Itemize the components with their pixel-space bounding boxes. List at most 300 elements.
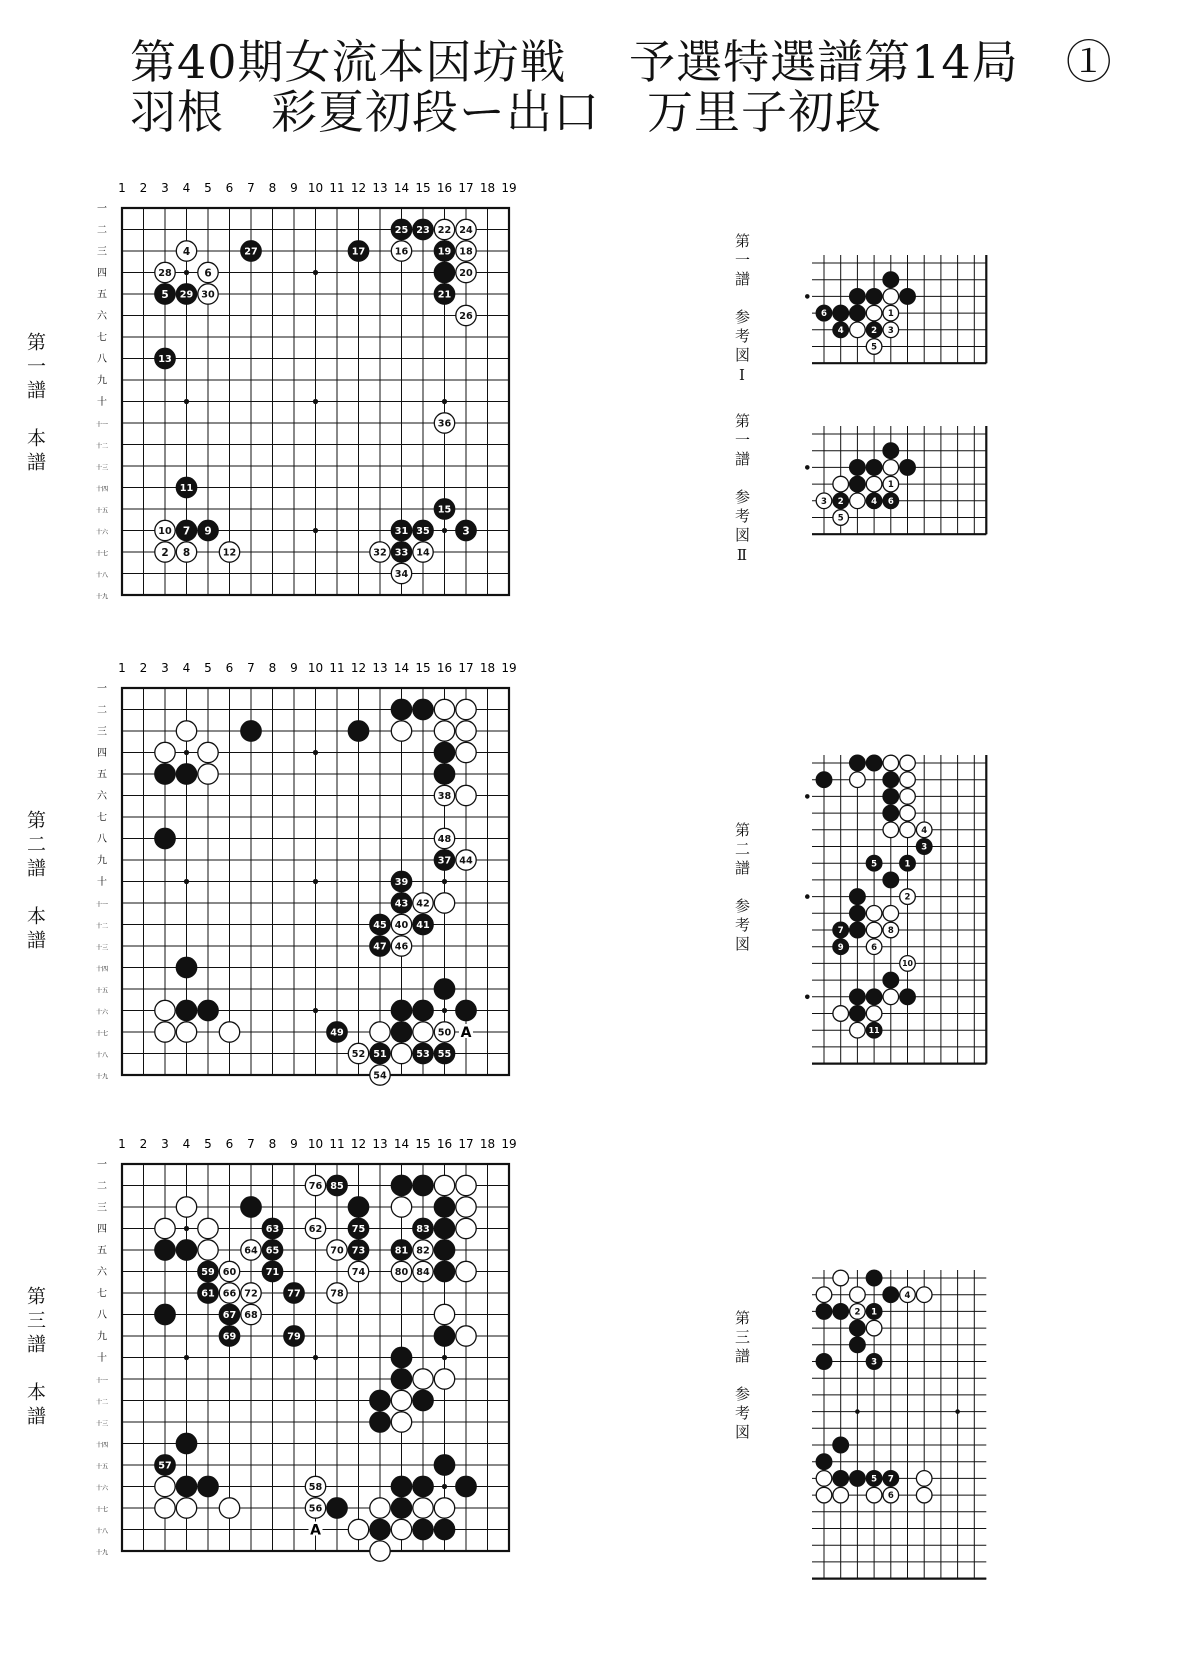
white-stone (883, 460, 899, 476)
move-number: 1 (887, 309, 894, 320)
column-label: 15 (415, 1137, 431, 1151)
move-number: 19 (437, 246, 452, 258)
black-stone (850, 755, 866, 771)
move-number: 3 (887, 325, 894, 336)
white-stone (456, 241, 476, 261)
white-stone (916, 1471, 932, 1487)
white-stone (866, 939, 882, 955)
white-stone (456, 721, 476, 741)
board-diagram-3 (90, 1136, 650, 1571)
column-label: 3 (161, 661, 169, 675)
black-stone (456, 1000, 476, 1020)
row-label: 五 (97, 289, 107, 301)
column-label: 2 (139, 1137, 148, 1151)
black-stone (262, 1218, 282, 1238)
star-point (184, 750, 189, 755)
move-number: 67 (222, 1309, 237, 1321)
white-stone (456, 850, 476, 870)
white-stone (241, 1240, 261, 1260)
black-stone (262, 1240, 282, 1260)
move-number: 59 (201, 1266, 215, 1278)
black-stone (327, 1498, 347, 1518)
move-number: 5 (871, 859, 878, 870)
white-stone (198, 764, 218, 784)
star-point (184, 270, 189, 275)
white-stone (176, 241, 196, 261)
move-number: 4 (871, 496, 878, 507)
white-stone (883, 322, 899, 338)
row-label: 十一 (95, 421, 109, 429)
black-stone (348, 241, 368, 261)
move-number: 81 (394, 1245, 409, 1257)
white-stone (434, 1498, 454, 1518)
black-stone (883, 443, 899, 459)
column-label: 11 (329, 661, 345, 675)
star-point (442, 399, 447, 404)
white-stone (456, 219, 476, 239)
star-point (313, 1355, 318, 1360)
move-number: 58 (308, 1481, 323, 1493)
white-stone (900, 956, 916, 972)
column-label: 16 (436, 661, 453, 675)
white-stone (391, 1412, 411, 1432)
move-number: 9 (204, 525, 212, 538)
board-1-label: 第一譜 本譜 (24, 332, 46, 476)
white-stone (413, 542, 433, 562)
white-stone (456, 262, 476, 282)
black-stone (456, 520, 476, 540)
white-stone (434, 219, 454, 239)
black-stone (219, 1326, 239, 1346)
row-label: 一 (97, 203, 107, 215)
star-point (313, 528, 318, 533)
row-label: 六 (97, 1267, 107, 1278)
column-label: 10 (307, 1137, 324, 1151)
black-stone (413, 520, 433, 540)
black-stone (850, 289, 866, 305)
move-number: 4 (837, 325, 844, 336)
point-mark: A (310, 1522, 321, 1539)
black-stone (866, 989, 882, 1005)
black-stone (391, 699, 411, 719)
black-stone (348, 1197, 368, 1217)
black-stone (883, 493, 899, 509)
column-label: 3 (161, 1137, 169, 1151)
black-stone (850, 1320, 866, 1336)
black-stone (155, 284, 175, 304)
white-stone (916, 1487, 932, 1503)
white-stone (883, 822, 899, 838)
column-label: 8 (268, 1137, 277, 1151)
row-label: 十一 (95, 901, 109, 909)
white-stone (850, 1287, 866, 1303)
column-label: 17 (458, 181, 474, 195)
white-stone (883, 476, 899, 492)
white-stone (833, 510, 849, 526)
black-stone (883, 1287, 899, 1303)
move-number: 85 (330, 1180, 344, 1192)
white-stone (883, 989, 899, 1005)
black-stone (155, 1455, 175, 1475)
row-label: 十五 (95, 987, 109, 995)
star-point (313, 750, 318, 755)
black-stone (866, 1022, 882, 1038)
star-point (442, 528, 447, 533)
row-label: 四 (97, 748, 107, 759)
white-stone (434, 721, 454, 741)
move-number: 56 (308, 1503, 323, 1515)
column-label: 18 (479, 661, 496, 675)
white-stone (176, 1197, 196, 1217)
column-label: 1 (118, 181, 126, 195)
black-stone (866, 1354, 882, 1370)
move-number: 5 (871, 1474, 878, 1485)
row-label: 十五 (95, 1463, 109, 1471)
white-stone (816, 1287, 832, 1303)
row-label: 三 (97, 1202, 107, 1214)
move-number: 5 (837, 513, 844, 524)
black-stone (198, 1000, 218, 1020)
move-number: 53 (416, 1048, 430, 1060)
move-number: 22 (437, 224, 452, 236)
white-stone (833, 476, 849, 492)
row-label: 四 (97, 1224, 107, 1235)
black-stone (866, 755, 882, 771)
black-stone (434, 262, 454, 282)
black-stone (413, 1519, 433, 1539)
star-point (184, 1355, 189, 1360)
white-stone (391, 1197, 411, 1217)
row-label: 十六 (95, 1485, 109, 1492)
black-stone (327, 1022, 347, 1042)
black-stone (434, 1043, 454, 1063)
sub-diagram-4-label: 第三譜 参考図 (733, 1310, 751, 1443)
white-stone (348, 1519, 368, 1539)
white-stone (413, 1240, 433, 1260)
row-label: 九 (97, 375, 107, 387)
black-stone (391, 219, 411, 239)
row-label: 二 (97, 1181, 107, 1192)
white-stone (816, 493, 832, 509)
black-stone (176, 764, 196, 784)
column-label: 10 (307, 661, 324, 675)
move-number: 77 (287, 1288, 301, 1300)
black-stone (883, 1471, 899, 1487)
move-number: 17 (351, 246, 366, 258)
black-stone (833, 1471, 849, 1487)
row-label: 十七 (95, 1506, 109, 1514)
column-label: 8 (268, 181, 277, 195)
move-number: 18 (459, 246, 473, 258)
move-number: 6 (204, 267, 212, 280)
black-stone (198, 1476, 218, 1496)
move-number: 42 (416, 898, 430, 910)
white-stone (198, 1218, 218, 1238)
column-label: 13 (372, 661, 388, 675)
white-stone (391, 936, 411, 956)
black-stone (176, 1000, 196, 1020)
row-label: 九 (97, 1331, 107, 1343)
row-label: 十八 (95, 1528, 109, 1535)
star-point (442, 1008, 447, 1013)
column-label: 6 (225, 1137, 234, 1151)
star-point (313, 879, 318, 884)
row-label: 七 (97, 812, 107, 824)
move-number: 3 (821, 496, 827, 507)
move-number: 27 (244, 246, 258, 258)
black-stone (883, 272, 899, 288)
white-stone (176, 1022, 196, 1042)
move-number: 78 (330, 1288, 344, 1300)
white-stone (391, 563, 411, 583)
white-stone (305, 1175, 325, 1195)
move-number: 73 (351, 1245, 366, 1257)
black-stone (833, 939, 849, 955)
move-number: 4 (904, 1290, 911, 1301)
black-stone (816, 772, 832, 788)
move-number: 40 (394, 919, 409, 931)
black-stone (866, 289, 882, 305)
black-stone (434, 742, 454, 762)
move-number: 39 (394, 876, 409, 888)
white-stone (413, 1498, 433, 1518)
white-stone (305, 1218, 325, 1238)
black-stone (456, 1476, 476, 1496)
white-stone (866, 906, 882, 922)
row-label: 十 (97, 877, 107, 888)
move-number: 6 (887, 1491, 894, 1502)
row-label: 十三 (95, 944, 109, 952)
move-number: 70 (330, 1245, 344, 1257)
point-mark: A (460, 1025, 472, 1041)
black-stone (850, 1337, 866, 1353)
column-label: 9 (290, 181, 298, 195)
white-stone (305, 1498, 325, 1518)
column-label: 12 (350, 181, 367, 195)
black-stone (850, 889, 866, 905)
star-point (955, 1409, 960, 1414)
black-stone (434, 241, 454, 261)
move-number: 4 (182, 245, 191, 258)
move-number: 6 (821, 309, 827, 320)
move-number: 8 (887, 926, 894, 937)
row-label: 十一 (95, 1377, 109, 1385)
column-label: 4 (182, 661, 191, 675)
white-stone (155, 1022, 175, 1042)
move-number: 47 (373, 941, 387, 953)
black-stone (866, 460, 882, 476)
black-stone (413, 1000, 433, 1020)
row-label: 八 (97, 354, 107, 365)
white-stone (155, 1498, 175, 1518)
move-number: 57 (158, 1460, 172, 1472)
column-label: 19 (501, 1137, 517, 1151)
white-stone (456, 785, 476, 805)
move-number: 1 (871, 1307, 878, 1318)
black-stone (284, 1283, 304, 1303)
row-label: 十二 (95, 443, 109, 450)
board-diagram-1 (90, 180, 650, 610)
move-number: 23 (416, 224, 430, 236)
row-label: 六 (97, 311, 107, 322)
white-stone (866, 1320, 882, 1336)
move-number: 68 (244, 1309, 258, 1321)
white-stone (176, 542, 196, 562)
move-number: 49 (330, 1027, 344, 1039)
black-stone (434, 1240, 454, 1260)
move-number: 46 (394, 941, 409, 953)
white-stone (370, 542, 390, 562)
black-stone (176, 957, 196, 977)
move-number: 9 (837, 942, 844, 953)
row-label: 二 (97, 705, 107, 716)
move-number: 34 (394, 568, 409, 580)
white-stone (219, 1283, 239, 1303)
row-label: 三 (97, 726, 107, 738)
move-number: 66 (222, 1288, 237, 1300)
white-stone (176, 721, 196, 741)
black-stone (241, 241, 261, 261)
move-number: 7 (837, 926, 844, 937)
white-stone (348, 1043, 368, 1063)
move-number: 12 (222, 547, 237, 559)
white-stone (370, 1065, 390, 1085)
row-label: 十九 (95, 1073, 109, 1081)
white-stone (866, 339, 882, 355)
column-label: 5 (204, 1137, 212, 1151)
black-stone (900, 289, 916, 305)
white-stone (866, 476, 882, 492)
white-stone (883, 755, 899, 771)
row-label: 四 (97, 268, 107, 279)
row-label: 十四 (95, 486, 109, 493)
white-stone (413, 1369, 433, 1389)
white-stone (900, 805, 916, 821)
move-number: 20 (459, 267, 473, 279)
white-stone (916, 1287, 932, 1303)
white-stone (198, 1240, 218, 1260)
move-number: 1 (887, 480, 894, 491)
black-stone (176, 1476, 196, 1496)
move-number: 29 (179, 289, 194, 301)
board-3-label: 第三譜 本譜 (24, 1286, 46, 1430)
move-number: 71 (265, 1266, 280, 1278)
black-stone (219, 1304, 239, 1324)
star-point (184, 879, 189, 884)
white-stone (219, 1261, 239, 1281)
move-number: 33 (394, 547, 409, 559)
white-stone (241, 1304, 261, 1324)
black-stone (833, 305, 849, 321)
move-number: 74 (351, 1266, 366, 1278)
black-stone (866, 322, 882, 338)
move-number: 79 (287, 1331, 301, 1343)
black-stone (370, 1412, 390, 1432)
black-stone (850, 1471, 866, 1487)
white-stone (219, 1498, 239, 1518)
white-stone (816, 1487, 832, 1503)
board-2-label: 第二譜 本譜 (24, 810, 46, 954)
white-stone (198, 742, 218, 762)
column-label: 9 (290, 661, 298, 675)
white-stone (176, 1498, 196, 1518)
row-label: 五 (97, 1245, 107, 1257)
black-stone (833, 322, 849, 338)
row-label: 十三 (95, 1420, 109, 1428)
white-stone (850, 493, 866, 509)
white-stone (327, 1283, 347, 1303)
white-stone (866, 1487, 882, 1503)
white-stone (370, 1541, 390, 1561)
white-stone (413, 1022, 433, 1042)
move-number: 82 (416, 1245, 430, 1257)
white-stone (155, 520, 175, 540)
column-label: 9 (290, 1137, 298, 1151)
star-point (805, 294, 810, 299)
column-label: 7 (247, 661, 255, 675)
black-stone (413, 1175, 433, 1195)
sub-diagram-3 (810, 755, 1010, 1085)
star-point (313, 399, 318, 404)
black-stone (816, 1304, 832, 1320)
black-stone (883, 772, 899, 788)
move-number: 55 (437, 1048, 452, 1060)
black-stone (241, 721, 261, 741)
white-stone (883, 906, 899, 922)
white-stone (391, 1390, 411, 1410)
black-stone (866, 493, 882, 509)
star-point (805, 894, 810, 899)
black-stone (850, 989, 866, 1005)
move-number: 21 (437, 289, 452, 301)
move-number: 38 (437, 790, 452, 802)
black-stone (850, 305, 866, 321)
black-stone (413, 1390, 433, 1410)
move-number: 75 (351, 1223, 366, 1235)
black-stone (198, 1261, 218, 1281)
column-label: 4 (182, 181, 191, 195)
row-label: 十六 (95, 529, 109, 536)
row-label: 十九 (95, 1549, 109, 1557)
white-stone (900, 772, 916, 788)
move-number: 44 (459, 855, 473, 867)
column-label: 12 (350, 1137, 367, 1151)
white-stone (456, 742, 476, 762)
column-label: 14 (393, 661, 410, 675)
black-stone (916, 839, 932, 855)
white-stone (391, 914, 411, 934)
black-stone (370, 1390, 390, 1410)
row-label: 十八 (95, 1052, 109, 1059)
white-stone (456, 1326, 476, 1346)
black-stone (413, 699, 433, 719)
move-number: 48 (437, 833, 452, 845)
move-number: 80 (394, 1266, 409, 1278)
white-stone (850, 1304, 866, 1320)
row-label: 十五 (95, 507, 109, 515)
move-number: 69 (222, 1331, 237, 1343)
white-stone (155, 1476, 175, 1496)
white-stone (883, 922, 899, 938)
move-number: 2 (161, 546, 169, 559)
sub-diagram-2-label: 第一譜 参考図Ⅱ (733, 413, 751, 568)
move-number: 60 (222, 1266, 237, 1278)
star-point (805, 995, 810, 1000)
white-stone (833, 1270, 849, 1286)
move-number: 30 (201, 289, 215, 301)
white-stone (391, 1043, 411, 1063)
black-stone (883, 972, 899, 988)
